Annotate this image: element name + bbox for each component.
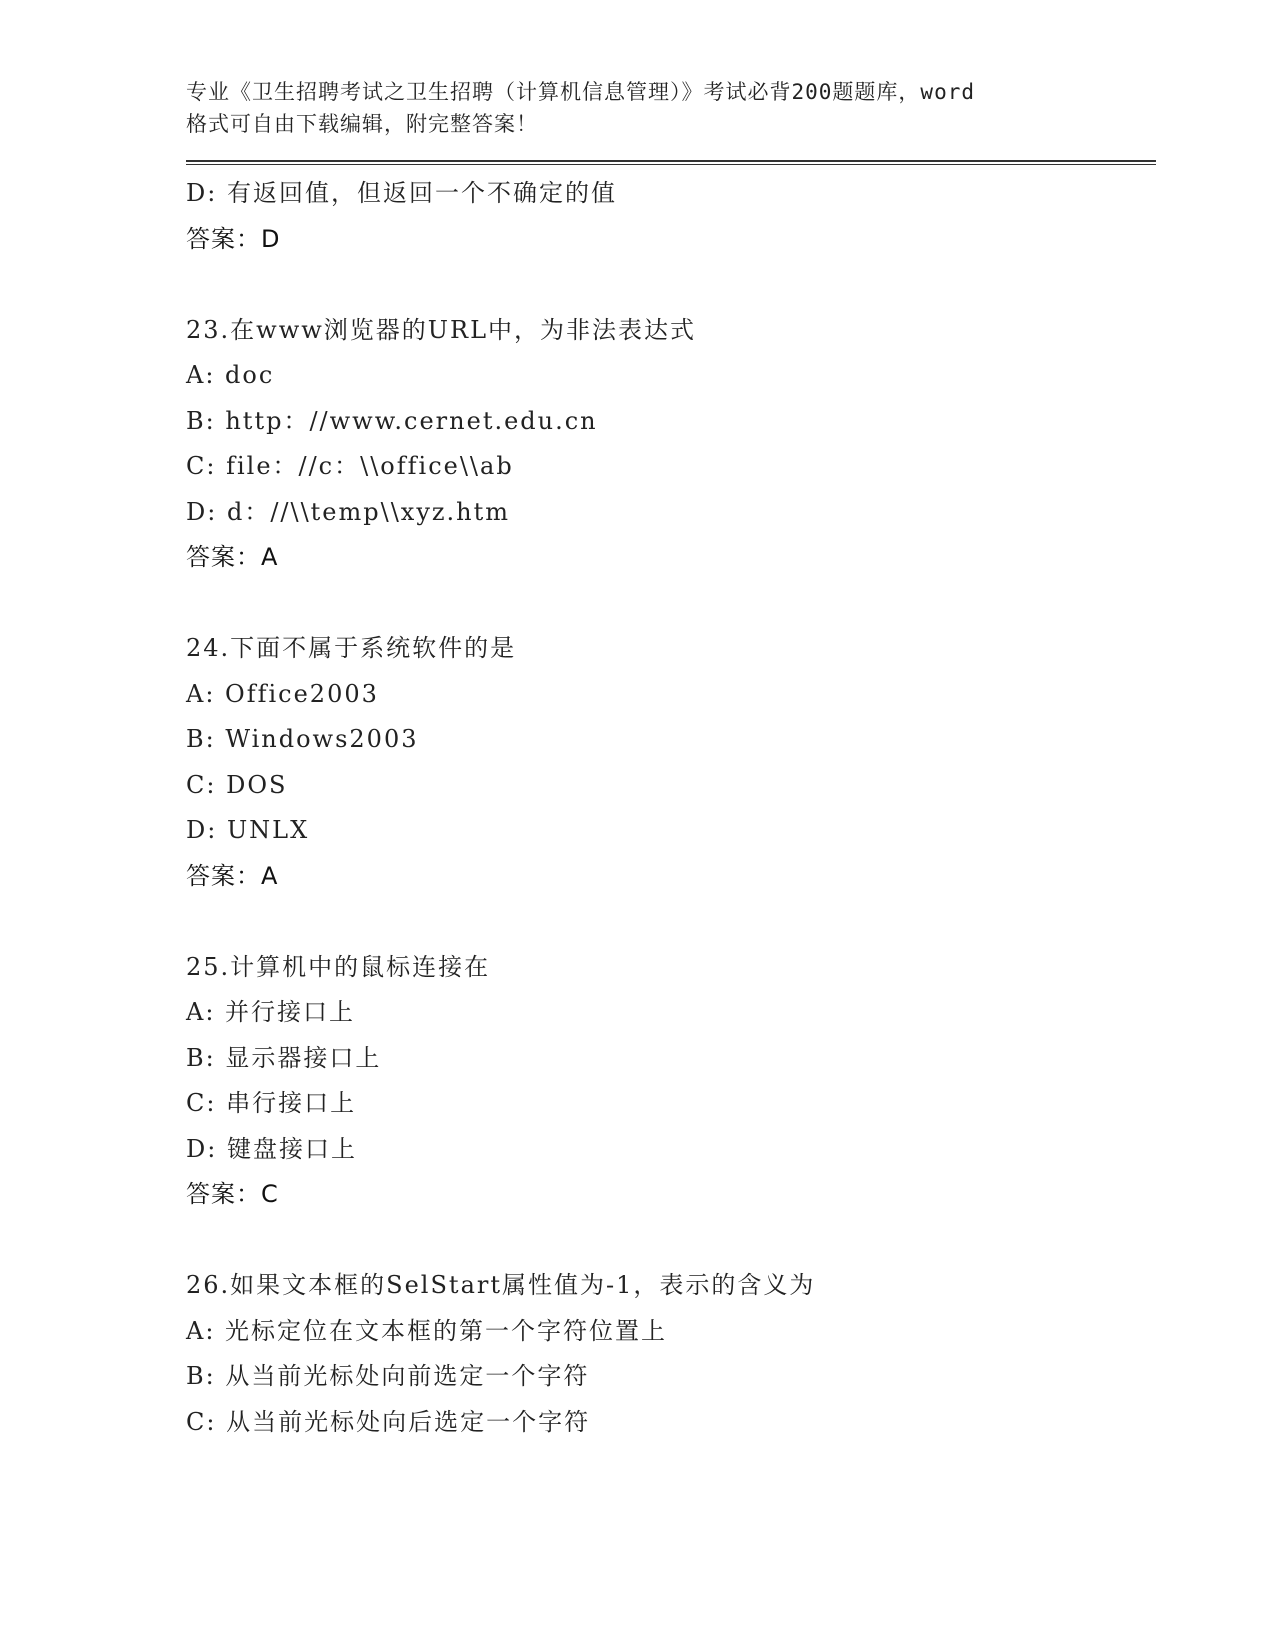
answer-line: 答案：D	[186, 224, 281, 253]
answer-line: 答案：C	[186, 1180, 279, 1208]
question-24	[186, 626, 1156, 899]
question-list	[186, 171, 1156, 1445]
header-title-line-1: 专业《卫生招聘考试之卫生招聘（计算机信息管理）》考试必背200题题库，word	[186, 80, 975, 104]
option-a: A: doc	[186, 361, 275, 389]
option-c: C: DOS	[186, 770, 288, 799]
document-page	[186, 76, 1156, 1445]
option-b: B: Windows2003	[186, 725, 419, 753]
option-b: B: http：//www.cernet.edu.cn	[186, 406, 598, 435]
option-d: D: 有返回值，但返回一个不确定的值	[186, 179, 617, 207]
option-b: B: 从当前光标处向前选定一个字符	[186, 1362, 590, 1390]
document-header	[186, 76, 1156, 140]
question-23	[186, 308, 1156, 581]
option-d: D: 键盘接口上	[186, 1134, 357, 1163]
question-26	[186, 1263, 1156, 1445]
answer-line: 答案：A	[186, 861, 279, 890]
question-stem: 24.下面不属于系统软件的是	[186, 634, 517, 662]
spacer	[186, 899, 1156, 945]
spacer	[186, 262, 1156, 308]
option-d: D: UNLX	[186, 816, 310, 844]
spacer	[186, 581, 1156, 627]
option-b: B: 显示器接口上	[186, 1043, 382, 1072]
option-c: C: 从当前光标处向后选定一个字符	[186, 1407, 591, 1436]
option-a: A: 并行接口上	[186, 998, 356, 1026]
header-divider	[186, 160, 1156, 165]
option-c: C: 串行接口上	[186, 1089, 357, 1117]
answer-line: 答案：A	[186, 543, 279, 571]
question-stem: 25.计算机中的鼠标连接在	[186, 952, 491, 981]
question-stem: 26.如果文本框的SelStart属性值为-1，表示的含义为	[186, 1271, 816, 1299]
spacer	[186, 1218, 1156, 1264]
option-d: D: d：//\\temp\\xyz.htm	[186, 497, 511, 526]
option-c: C: file：//c：\\office\\ab	[186, 452, 514, 480]
question-stem: 23.在www浏览器的URL中，为非法表达式	[186, 315, 697, 344]
previous-question-tail	[186, 171, 1156, 262]
header-title-line-2: 格式可自由下载编辑，附完整答案！	[186, 112, 538, 136]
question-25	[186, 945, 1156, 1218]
option-a: A: Office2003	[186, 679, 379, 708]
option-a: A: 光标定位在文本框的第一个字符位置上	[186, 1316, 668, 1345]
